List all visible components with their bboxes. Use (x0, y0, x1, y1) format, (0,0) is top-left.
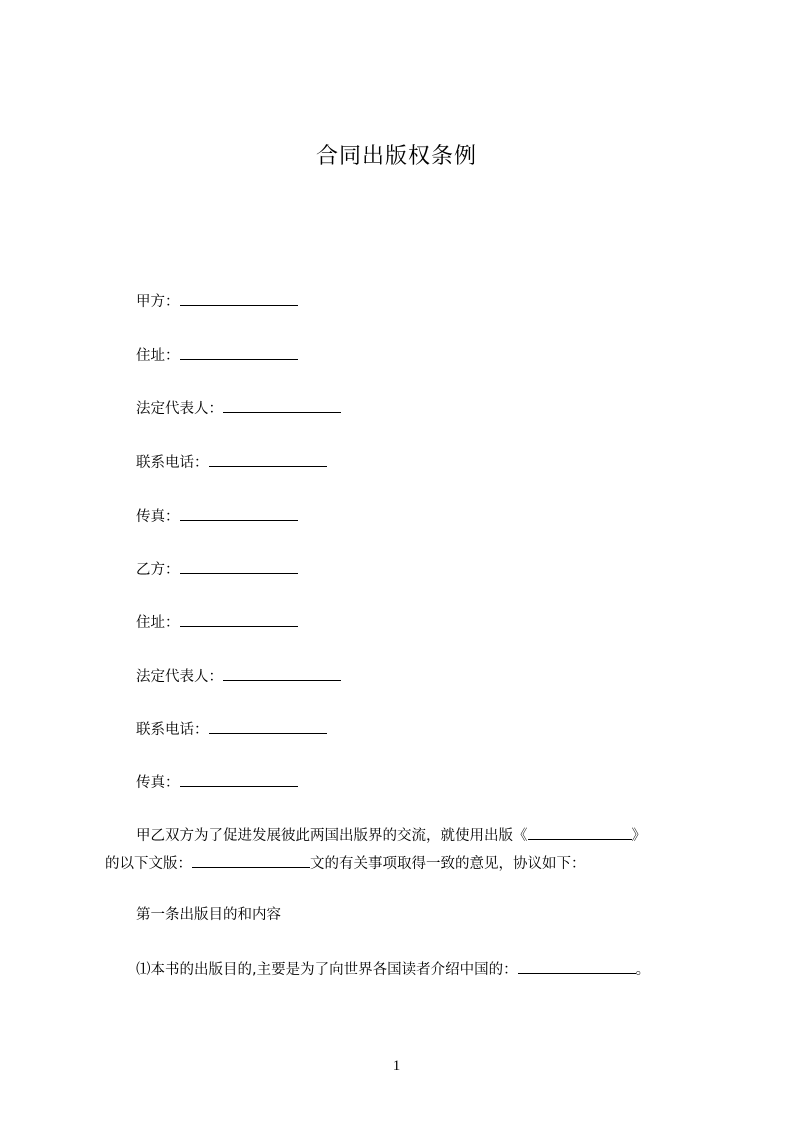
party-a-phone-label: 联系电话： (136, 455, 209, 471)
party-a-address-blank[interactable] (180, 346, 298, 360)
intro-line-2-text: 的以下文版： (105, 856, 192, 872)
party-a-name-label: 甲方： (136, 294, 180, 310)
party-a-phone-blank[interactable] (209, 453, 327, 467)
intro-line-1 (136, 826, 646, 846)
party-a-name-blank[interactable] (180, 292, 298, 306)
party-a-rep-blank[interactable] (223, 399, 341, 413)
party-a-rep-field (136, 399, 341, 419)
book-title-blank[interactable] (528, 826, 632, 840)
party-a-rep-label: 法定代表人： (136, 401, 223, 417)
party-b-rep-field (136, 667, 341, 687)
page-number: 1 (392, 1058, 401, 1074)
party-b-fax-field (136, 773, 298, 793)
party-a-address-field (136, 346, 298, 366)
purpose-blank[interactable] (518, 960, 636, 974)
party-b-address-label: 住址： (136, 615, 180, 631)
party-b-phone-label: 联系电话： (136, 722, 209, 738)
party-a-fax-label: 传真： (136, 509, 180, 525)
party-b-name-blank[interactable] (180, 560, 298, 574)
party-b-address-field (136, 613, 298, 633)
party-a-fax-field (136, 507, 298, 527)
party-b-name-field (136, 560, 298, 580)
article-1-item-1-text: ⑴本书的出版目的,主要是为了向世界各国读者介绍中国的： (136, 962, 518, 978)
intro-line-2 (105, 854, 586, 874)
party-b-name-label: 乙方： (136, 562, 180, 578)
page-title: 合同出版权条例 (315, 144, 477, 169)
party-a-fax-blank[interactable] (180, 507, 298, 521)
party-b-address-blank[interactable] (180, 613, 298, 627)
party-a-name-field (136, 292, 298, 312)
party-b-rep-blank[interactable] (223, 667, 341, 681)
party-b-fax-blank[interactable] (180, 773, 298, 787)
party-b-phone-field (136, 720, 327, 740)
intro-line-2-tail: 文的有关事项取得一致的意见，协议如下： (310, 856, 586, 872)
party-b-fax-label: 传真： (136, 775, 180, 791)
party-a-phone-field (136, 453, 327, 473)
article-1-heading: 第一条出版目的和内容 (136, 907, 281, 923)
intro-line-1-end: 》 (631, 828, 646, 844)
article-1-item-1 (136, 960, 650, 980)
intro-line-1-text: 甲乙双方为了促进发展彼此两国出版界的交流，就使用出版《 (136, 828, 528, 844)
article-1-item-1-end: 。 (635, 962, 651, 978)
party-a-address-label: 住址： (136, 348, 180, 364)
party-b-phone-blank[interactable] (209, 720, 327, 734)
language-blank[interactable] (192, 854, 310, 868)
party-b-rep-label: 法定代表人： (136, 669, 223, 685)
